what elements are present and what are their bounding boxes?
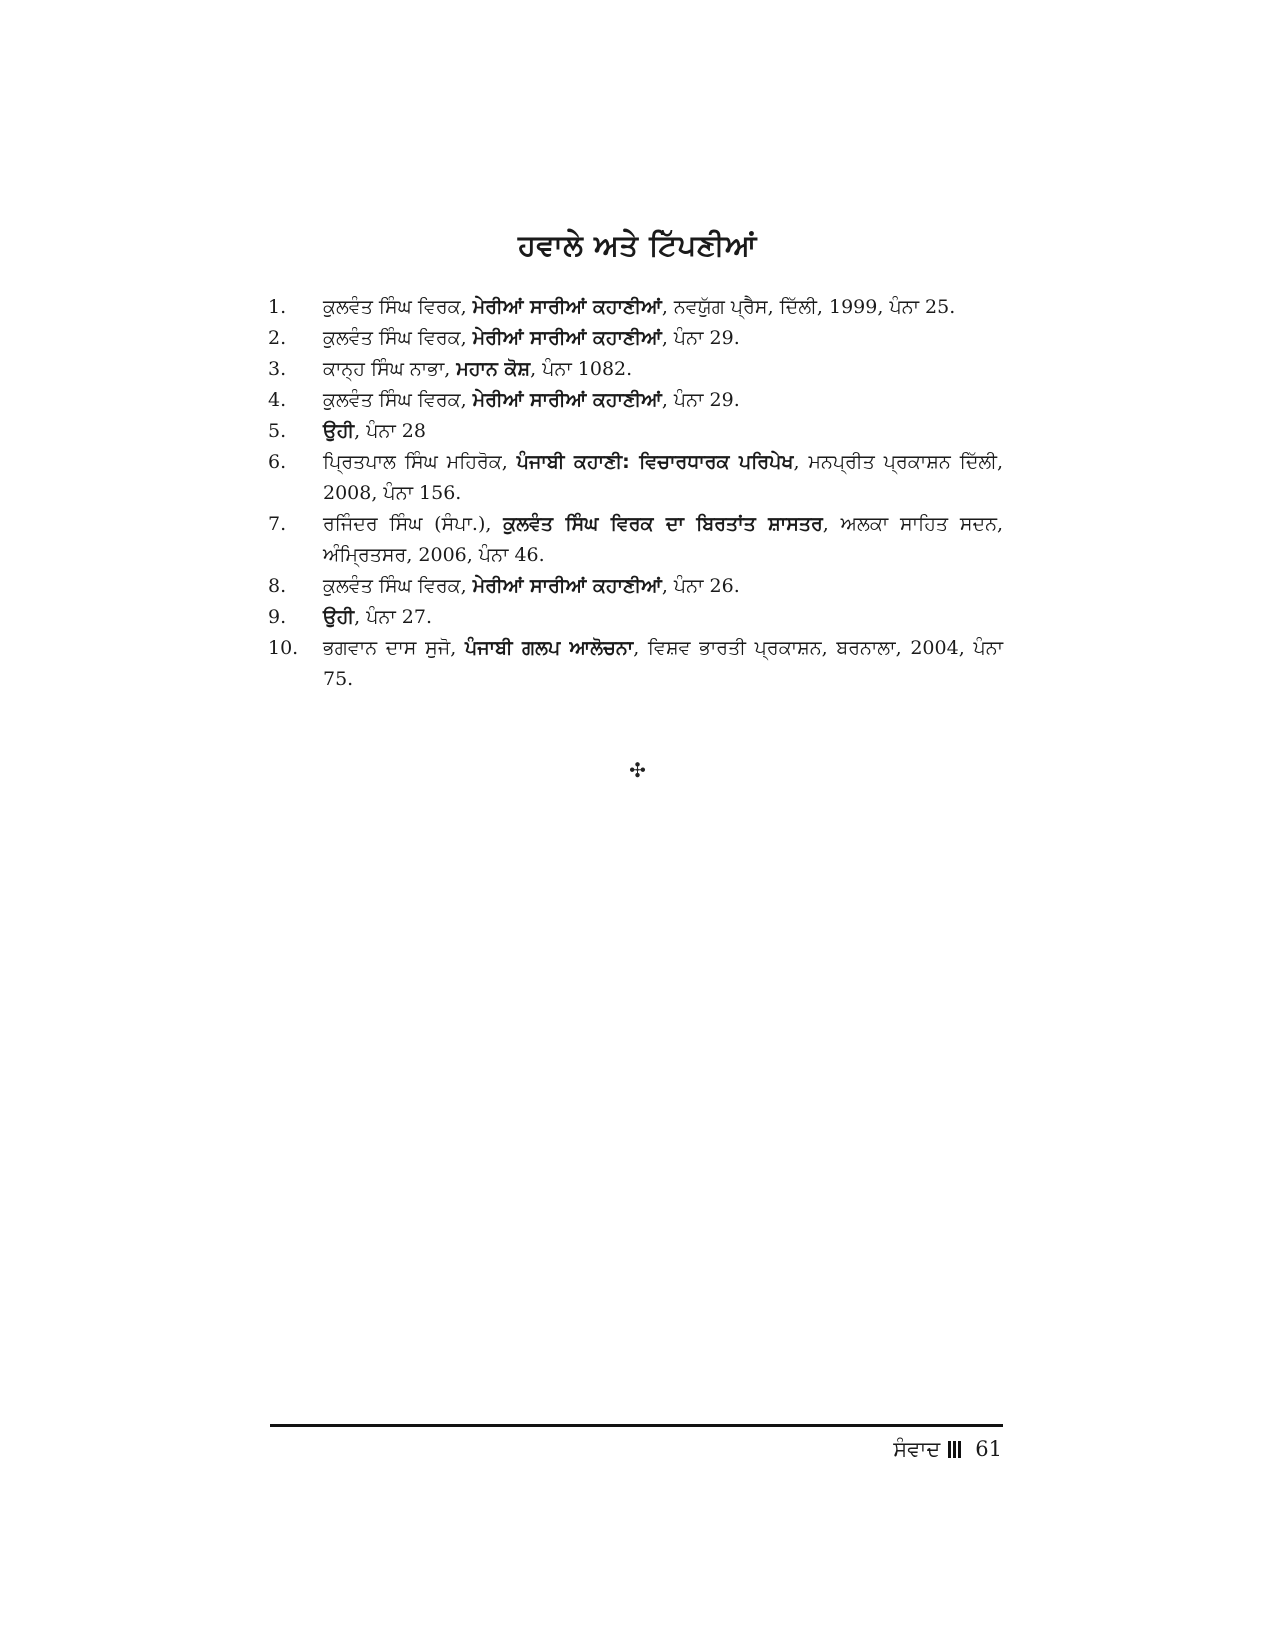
reference-book-title: ਮੇਰੀਆਂ ਸਾਰੀਆਂ ਕਹਾਣੀਆਂ xyxy=(472,575,662,597)
reference-item xyxy=(268,292,1003,323)
reference-book-title: ਉਹੀ xyxy=(323,420,355,442)
reference-item xyxy=(268,354,1003,385)
reference-number: 7. xyxy=(268,513,287,535)
reference-number: 4. xyxy=(268,389,287,411)
page-footer xyxy=(700,1437,1002,1462)
reference-item xyxy=(268,509,1003,571)
page-number: 61 xyxy=(975,1437,1002,1461)
reference-book-title: ਕੁਲਵੰਤ ਸਿੰਘ ਵਿਰਕ ਦਾ ਬਿਰਤਾਂਤ ਸ਼ਾਸਤਰ xyxy=(503,513,823,535)
reference-text xyxy=(323,416,1003,447)
reference-text xyxy=(323,571,1003,602)
reference-item xyxy=(268,602,1003,633)
footer-rule xyxy=(270,1424,1003,1427)
reference-number: 6. xyxy=(268,451,287,473)
reference-details: , ਪੰਨਾ 26. xyxy=(661,575,740,597)
reference-author: ਭਗਵਾਨ ਦਾਸ ਸੁਜੋ, xyxy=(323,637,465,659)
reference-details: , ਨਵਯੁੱਗ ਪ੍ਰੈਸ, ਦਿੱਲੀ, 1999, ਪੰਨਾ 25. xyxy=(661,296,956,318)
reference-item xyxy=(268,323,1003,354)
reference-author: ਪ੍ਰਿਤਪਾਲ ਸਿੰਘ ਮਹਿਰੋਕ, xyxy=(323,451,517,473)
reference-author: ਕੁਲਵੰਤ ਸਿੰਘ ਵਿਰਕ, xyxy=(323,296,473,318)
reference-book-title: ਪੰਜਾਬੀ ਕਹਾਣੀ: ਵਿਚਾਰਧਾਰਕ ਪਰਿਪੇਖ xyxy=(516,451,794,473)
reference-details: , ਪੰਨਾ 1082. xyxy=(530,358,633,380)
section-end-ornament: ✣ xyxy=(629,758,646,782)
reference-details: , ਪੰਨਾ 29. xyxy=(661,389,740,411)
reference-book-title: ਮਹਾਨ ਕੋਸ਼ xyxy=(456,358,531,380)
reference-text xyxy=(323,447,1003,509)
reference-number: 2. xyxy=(268,327,287,349)
reference-text xyxy=(323,385,1003,416)
reference-book-title: ਮੇਰੀਆਂ ਸਾਰੀਆਂ ਕਹਾਣੀਆਂ xyxy=(472,296,662,318)
reference-item xyxy=(268,571,1003,602)
reference-author: ਕਾਨ੍ਹ ਸਿੰਘ ਨਾਭਾ, xyxy=(323,358,457,380)
reference-book-title: ਪੰਜਾਬੀ ਗਲਪ ਆਲੋਚਨਾ xyxy=(464,637,634,659)
reference-text xyxy=(323,323,1003,354)
reference-item xyxy=(268,633,1003,695)
reference-number: 5. xyxy=(268,420,287,442)
reference-details: , ਪੰਨਾ 27. xyxy=(354,606,433,628)
reference-text xyxy=(323,354,1003,385)
reference-author: ਕੁਲਵੰਤ ਸਿੰਘ ਵਿਰਕ, xyxy=(323,389,473,411)
reference-details: , ਪੰਨਾ 29. xyxy=(661,327,740,349)
reference-text xyxy=(323,633,1003,695)
reference-text xyxy=(323,602,1003,633)
reference-number: 9. xyxy=(268,606,287,628)
reference-text xyxy=(323,292,1003,323)
reference-details: , ਪੰਨਾ 28 xyxy=(354,420,426,442)
reference-number: 1. xyxy=(268,296,287,318)
page-title: ਹਵਾਲੇ ਅਤੇ ਟਿੱਪਣੀਆਂ xyxy=(518,228,757,262)
reference-item xyxy=(268,447,1003,509)
reference-list xyxy=(268,292,1003,695)
reference-number: 8. xyxy=(268,575,287,597)
reference-text xyxy=(323,509,1003,571)
reference-author: ਕੁਲਵੰਤ ਸਿੰਘ ਵਿਰਕ, xyxy=(323,575,473,597)
reference-author: ਕੁਲਵੰਤ ਸਿੰਘ ਵਿਰਕ, xyxy=(323,327,473,349)
reference-details: , ਮਨਪ੍ਰੀਤ ਪ੍ਰਕਾਸ਼ਨ ਦਿੱਲੀ, 2008, ਪੰਨਾ 156. xyxy=(323,451,1004,504)
journal-name: ਸੰਵਾਦ xyxy=(893,1437,941,1461)
reference-book-title: ਮੇਰੀਆਂ ਸਾਰੀਆਂ ਕਹਾਣੀਆਂ xyxy=(472,389,662,411)
footer-separator-bars xyxy=(948,1439,963,1456)
reference-details: , ਵਿਸ਼ਵ ਭਾਰਤੀ ਪ੍ਰਕਾਸ਼ਨ, ਬਰਨਾਲਾ, 2004, ਪੰਨਾ 75. xyxy=(323,637,1004,690)
reference-book-title: ਮੇਰੀਆਂ ਸਾਰੀਆਂ ਕਹਾਣੀਆਂ xyxy=(472,327,662,349)
reference-item xyxy=(268,385,1003,416)
reference-number: 10. xyxy=(268,637,299,659)
reference-item xyxy=(268,416,1003,447)
reference-number: 3. xyxy=(268,358,287,380)
reference-author: ਰਜਿੰਦਰ ਸਿੰਘ (ਸੰਪਾ.), xyxy=(323,513,504,535)
reference-details: , ਅਲਕਾ ਸਾਹਿਤ ਸਦਨ, ਅੰਮ੍ਰਿਤਸਰ, 2006, ਪੰਨਾ 46. xyxy=(323,513,1004,566)
reference-book-title: ਉਹੀ xyxy=(323,606,355,628)
